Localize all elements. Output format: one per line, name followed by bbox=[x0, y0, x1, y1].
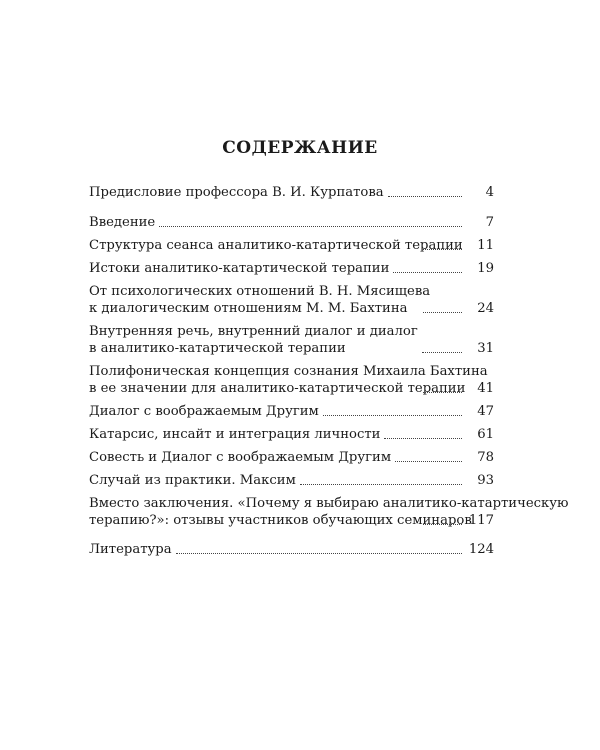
toc-entry-conscience bbox=[89, 449, 494, 466]
toc-title: СОДЕРЖАНИЕ bbox=[222, 138, 378, 158]
dot-leader bbox=[422, 352, 462, 353]
toc-entry-text: Литература bbox=[89, 542, 172, 557]
dot-leader bbox=[423, 524, 462, 525]
dot-leader bbox=[423, 392, 462, 393]
toc-entry-session-structure bbox=[89, 237, 494, 254]
toc-page-number: 31 bbox=[477, 341, 494, 356]
dot-leader bbox=[393, 272, 462, 273]
toc-entry-text: Случай из практики. Максим bbox=[89, 473, 296, 488]
dot-leader bbox=[323, 415, 462, 416]
dot-leader bbox=[159, 226, 462, 227]
dot-leader bbox=[388, 196, 462, 197]
toc-page-number: 24 bbox=[477, 301, 494, 316]
toc-page-number: 47 bbox=[477, 404, 494, 419]
toc-entry-introduction bbox=[89, 214, 494, 231]
toc-entry-text: Предисловие профессора В. И. Курпатова bbox=[89, 185, 384, 200]
toc-entry-text: Истоки аналитико-катартической терапии bbox=[89, 261, 390, 276]
toc-entry-text: Диалог с воображаемым Другим bbox=[89, 404, 319, 419]
toc-entry-conclusion bbox=[89, 495, 569, 529]
toc-entry-text: Введение bbox=[89, 215, 156, 230]
toc-entry-catharsis bbox=[89, 426, 494, 443]
toc-page-number: 7 bbox=[485, 215, 494, 230]
dot-leader bbox=[423, 312, 462, 313]
toc-entry-literature bbox=[89, 541, 494, 558]
toc-entry-text: От психологических отношений В. Н. Мясищева bbox=[89, 284, 431, 299]
toc-page-number: 11 bbox=[477, 238, 494, 253]
toc-entry-text: Внутренняя речь, внутренний диалог и диалог bbox=[89, 324, 418, 339]
toc-entry-polyphonic bbox=[89, 363, 494, 397]
toc-entry-inner-speech bbox=[89, 323, 494, 357]
toc-entry-dialogue-other bbox=[89, 403, 494, 420]
dot-leader bbox=[423, 249, 462, 250]
toc-entry-text: к диалогическим отношениям М. М. Бахтина bbox=[89, 301, 408, 316]
toc-entry-text: в аналитико-катартической терапии bbox=[89, 341, 346, 356]
toc-page-number: 124 bbox=[468, 542, 494, 557]
dot-leader bbox=[384, 438, 462, 439]
toc-entry-text: Полифоническая концепция сознания Михаила Бахтина bbox=[89, 364, 488, 379]
toc-entry-origins bbox=[89, 260, 494, 277]
toc-page-number: 4 bbox=[485, 185, 494, 200]
toc-page-number: 117 bbox=[468, 513, 494, 528]
table-of-contents bbox=[89, 176, 569, 558]
toc-page-number: 61 bbox=[477, 427, 494, 442]
toc-page-number: 41 bbox=[477, 381, 494, 396]
toc-page-number: 78 bbox=[477, 450, 494, 465]
toc-entry-text: Катарсис, инсайт и интеграция личности bbox=[89, 427, 381, 442]
toc-entry-text: Структура сеанса аналитико-катартической терапии bbox=[89, 238, 463, 253]
toc-entry-text: терапию?»: отзывы участников обучающих семинаров bbox=[89, 513, 472, 528]
toc-page-number: 19 bbox=[477, 261, 494, 276]
toc-entry-preface bbox=[89, 184, 494, 201]
dot-leader bbox=[176, 553, 462, 554]
toc-entry-text: Совесть и Диалог с воображаемым Другим bbox=[89, 450, 392, 465]
dot-leader bbox=[395, 461, 462, 462]
dot-leader bbox=[300, 484, 462, 485]
toc-entry-relations bbox=[89, 283, 494, 317]
toc-entry-case-study bbox=[89, 472, 494, 489]
toc-entry-text: Вместо заключения. «Почему я выбираю аналитико-катартическую bbox=[89, 496, 569, 511]
toc-page-number: 93 bbox=[477, 473, 494, 488]
toc-entry-text: в ее значении для аналитико-катартической терапии bbox=[89, 381, 466, 396]
